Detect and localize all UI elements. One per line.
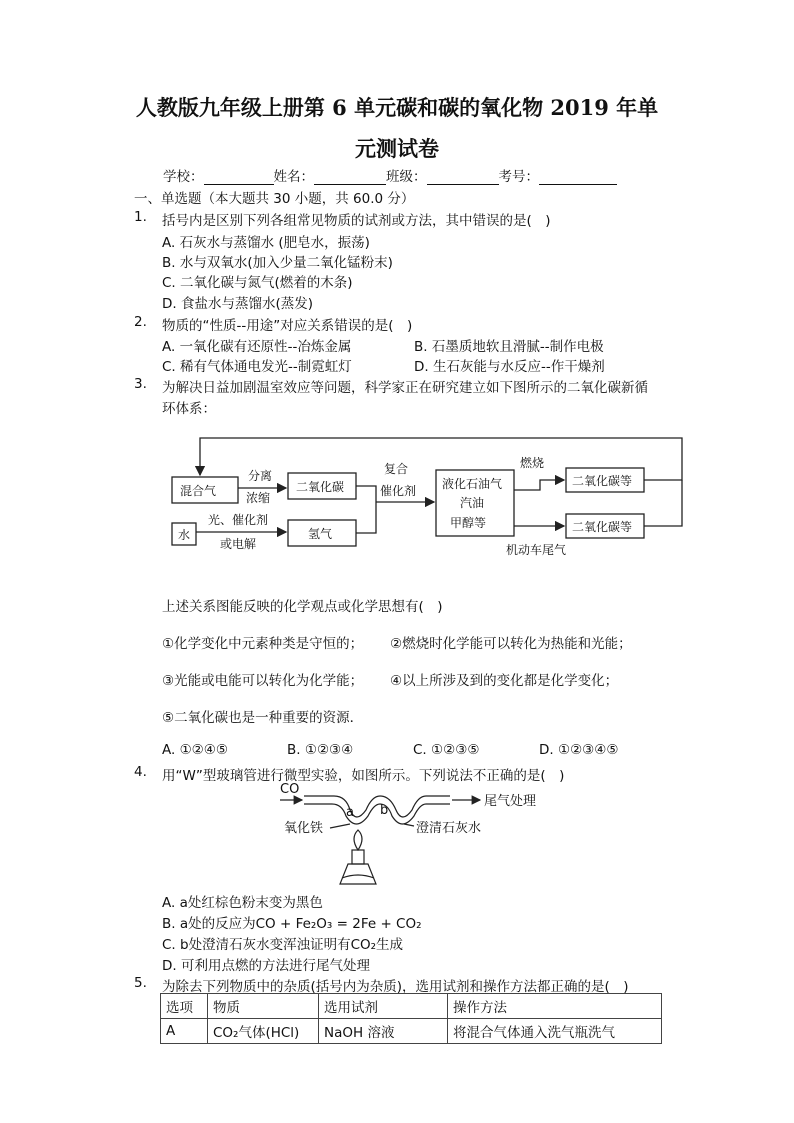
alcohol-lamp (340, 864, 376, 884)
label-catalyst: 催化剂 (380, 484, 417, 498)
cell-reagent: NaOH 溶液 (319, 1019, 448, 1044)
q4-option-d: D. 可利用点燃的方法进行尾气处理 (162, 958, 370, 974)
q2-option-c: C. 稀有气体通电发光--制霓虹灯 (162, 359, 352, 375)
box-co2-out2-label: 二氧化碳等 (572, 520, 633, 534)
label-separate: 分离 (248, 469, 273, 483)
q4-option-a: A. a处红棕色粉末变为黑色 (162, 895, 323, 911)
q3-ask: 上述关系图能反映的化学观点或化学思想有( ) (162, 599, 443, 615)
school-field[interactable] (204, 170, 274, 185)
q5-stem: 为除去下列物质中的杂质(括号内为杂质)，选用试剂和操作方法都正确的是( ) (162, 979, 629, 995)
box-h2-label: 氢气 (308, 527, 333, 541)
q3-statement-2: ②燃烧时化学能可以转化为热能和光能； (390, 636, 632, 652)
co-label: CO (280, 782, 300, 797)
q2-stem: 物质的“性质--用途”对应关系错误的是( ) (162, 318, 413, 334)
q1-option-a: A. 石灰水与蒸馏水 (肥皂水，振荡) (162, 235, 370, 251)
label-electrolysis: 或电解 (220, 537, 257, 551)
exam-no-label: 考号： (498, 169, 539, 185)
box-mixed-gas-label: 混合气 (180, 484, 217, 498)
limewater-label: 澄清石灰水 (416, 821, 482, 836)
name-field[interactable] (314, 170, 386, 185)
label-light-catalyst: 光、催化剂 (208, 513, 269, 527)
q1-option-c: C. 二氧化碳与氮气(燃着的木条) (162, 275, 353, 291)
table-row (161, 1019, 662, 1044)
q5-number: 5. (134, 975, 147, 991)
section-heading: 一、单选题（本大题共 30 小题，共 60.0 分） (134, 191, 415, 207)
label-burn: 燃烧 (520, 456, 545, 470)
q3-option-c: C. ①②③⑤ (413, 742, 480, 758)
q1-number: 1. (134, 209, 147, 225)
q4-number: 4. (134, 764, 147, 780)
info-line (163, 165, 617, 185)
class-field[interactable] (427, 170, 499, 185)
q3-statement-1: ①化学变化中元素种类是守恒的； (162, 636, 364, 652)
cell-option: A (161, 1019, 208, 1044)
q3-statement-3: ③光能或电能可以转化为化学能； (162, 673, 364, 689)
q1-stem: 括号内是区别下列各组常见物质的试剂或方法，其中错误的是( ) (162, 213, 551, 229)
box-co2-out1-label: 二氧化碳等 (572, 474, 633, 488)
class-label: 班级： (386, 169, 427, 185)
q1-option-b: B. 水与双氧水(加入少量二氧化锰粉末) (162, 255, 393, 271)
q3-option-a: A. ①②④⑤ (162, 742, 228, 758)
point-b-label: b (380, 803, 389, 818)
q5-table (160, 993, 662, 1044)
box-fuel-line3: 甲醇等 (450, 516, 487, 530)
q1-option-d: D. 食盐水与蒸馏水(蒸发) (162, 296, 314, 312)
label-composite: 复合 (384, 462, 409, 476)
q2-option-b: B. 石墨质地软且滑腻--制作电极 (414, 339, 604, 355)
exam-no-field[interactable] (539, 170, 617, 185)
cell-substance: CO₂气体(HCl) (208, 1019, 319, 1044)
paper-title-line1: 人教版九年级上册第 6 单元碳和碳的氧化物 2019 年单 (135, 95, 659, 120)
q3-number: 3. (134, 376, 147, 392)
w-tube (304, 796, 450, 817)
q2-number: 2. (134, 314, 147, 330)
q3-statement-4: ④以上所涉及到的变化都是化学变化； (390, 673, 619, 689)
th-method: 操作方法 (448, 994, 662, 1019)
label-concentrate: 浓缩 (246, 491, 271, 505)
q3-statement-5: ⑤二氧化碳也是一种重要的资源． (162, 710, 364, 726)
co2-cycle-diagram (160, 430, 700, 570)
q4-stem: 用“W”型玻璃管进行微型实验，如图所示。下列说法不正确的是( ) (162, 768, 565, 784)
box-fuel-line1: 液化石油气 (442, 477, 503, 491)
q3-option-b: B. ①②③④ (287, 742, 354, 758)
iron-oxide-label: 氧化铁 (284, 821, 324, 836)
q3-stem-line1: 为解决日益加剧温室效应等问题，科学家正在研究建立如下图所示的二氧化碳新循 (162, 380, 648, 396)
box-co2-label: 二氧化碳 (296, 480, 345, 494)
th-substance: 物质 (208, 994, 319, 1019)
label-exhaust: 机动车尾气 (506, 543, 567, 557)
paper-title-line2: 元测试卷 (355, 136, 439, 161)
school-label: 学校： (163, 169, 204, 185)
th-option: 选项 (161, 994, 208, 1019)
q2-option-d: D. 生石灰能与水反应--作干燥剂 (414, 359, 605, 375)
name-label: 姓名： (273, 169, 314, 185)
tail-gas-label: 尾气处理 (484, 794, 537, 809)
box-fuel-line2: 汽油 (460, 496, 485, 510)
q4-option-c: C. b处澄清石灰水变浑浊证明有CO₂生成 (162, 937, 404, 953)
q2-option-a: A. 一氧化碳有还原性--冶炼金属 (162, 339, 352, 355)
q4-option-b: B. a处的反应为CO + Fe₂O₃ = 2Fe + CO₂ (162, 916, 422, 932)
th-reagent: 选用试剂 (319, 994, 448, 1019)
q3-option-d: D. ①②③④⑤ (539, 742, 619, 758)
w-tube-diagram (270, 780, 560, 888)
q3-stem-line2: 环体系： (162, 401, 216, 417)
point-a-label: a (346, 805, 354, 820)
box-water-label: 水 (178, 528, 191, 542)
table-header-row (161, 994, 662, 1019)
cell-method: 将混合气体通入洗气瓶洗气 (448, 1019, 662, 1044)
